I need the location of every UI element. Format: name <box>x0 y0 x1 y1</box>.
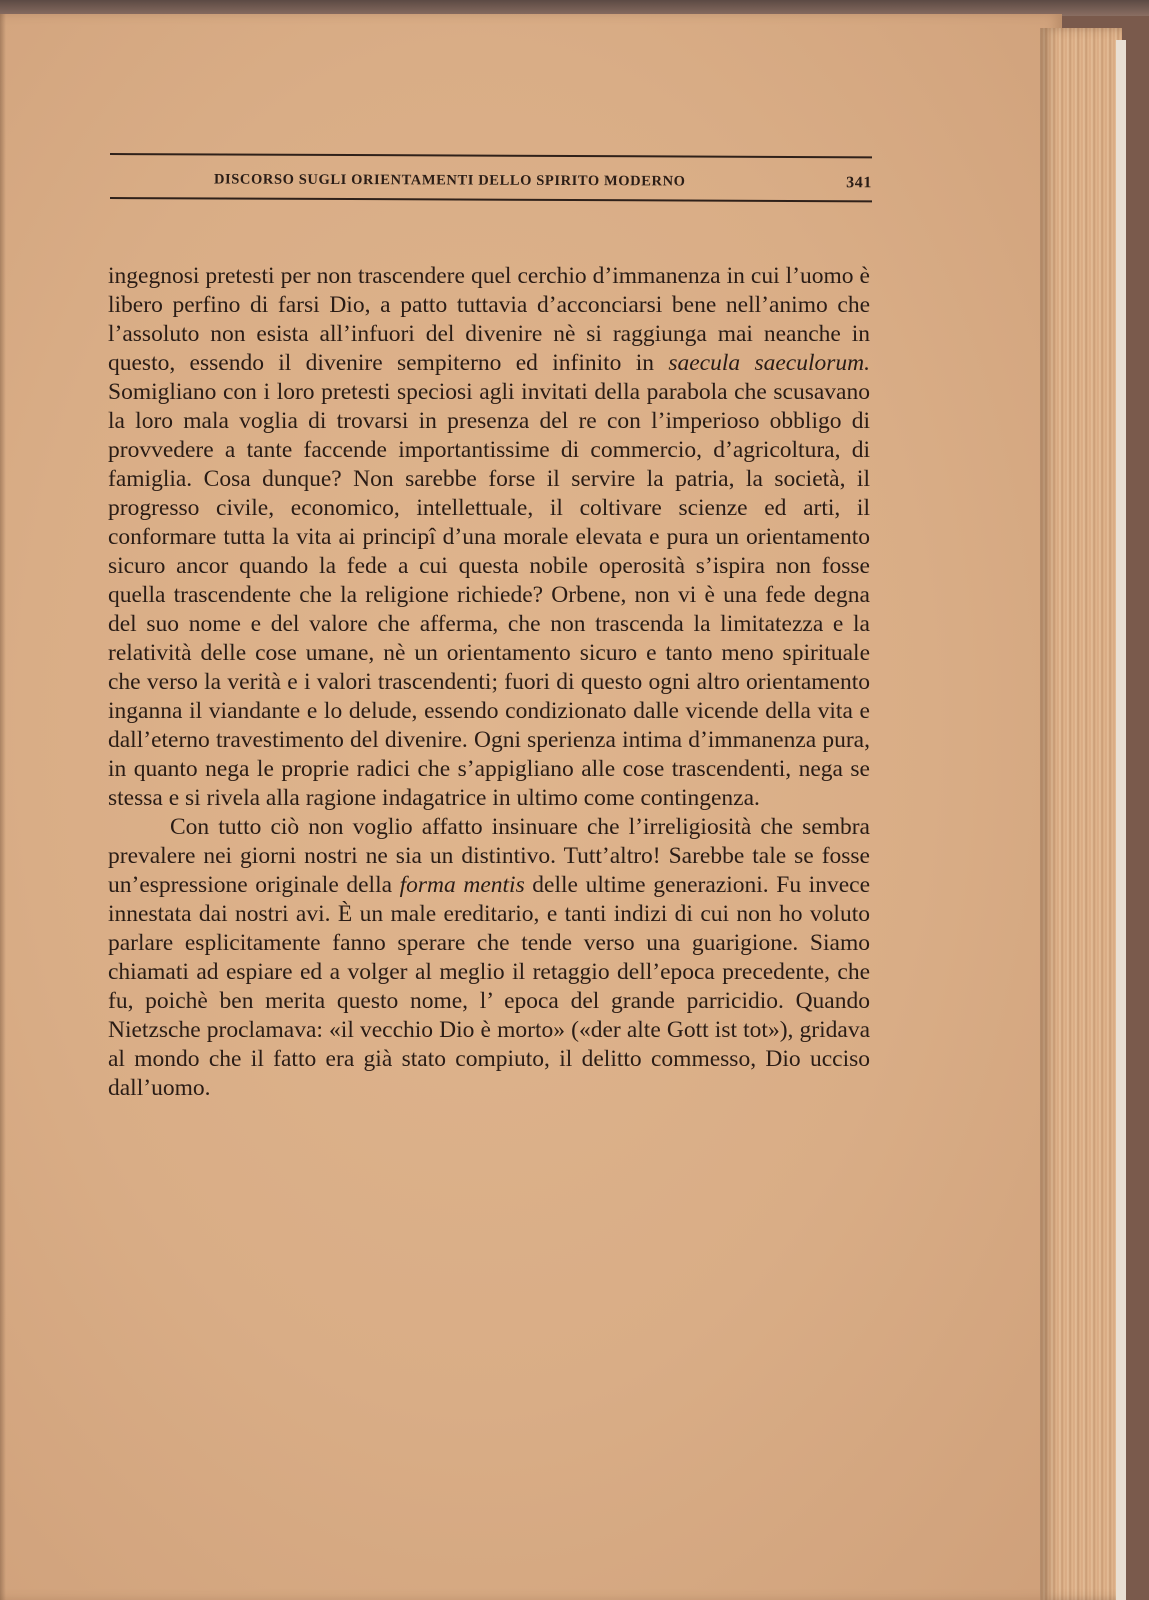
page-number: 341 <box>846 174 872 192</box>
paragraph-1 <box>108 262 870 813</box>
paragraph-2-text-b: delle ultime generazioni. Fu invece innestata dai nostri avi. È un male ereditario, e tanti indizi di cui non ho voluto parlare esplicitamente fanno sperare che tende verso una guarigione. Siamo chiamati ad espiare ed a volger al meglio il retaggio dell’epoca precedente, che fu, poichè ben merita questo nome, l’ epoca del grande parricidio. Quando Nietzsche proclamava: «il vecchio Dio è morto» («der alte Gott ist tot»), gridava al mondo che il fatto era già stato compiuto, il delitto commesso, Dio ucciso dall’uomo. <box>108 872 870 1101</box>
running-title: DISCORSO SUGLI ORIENTAMENTI DELLO SPIRITO MODERNO <box>213 171 686 190</box>
page-left-shadow <box>0 14 6 1600</box>
book-page-edges <box>1040 28 1122 1600</box>
paragraph-2-text-a: Con tutto ciò non voglio affatto insinuare che l’irreligiosità che sembra prevalere nei giorni nostri ne sia un distintivo. Tutt’altro! Sarebbe tale se fosse un’espressione originale della <box>108 814 870 898</box>
body-text <box>108 262 870 1103</box>
paragraph-2 <box>108 813 870 1103</box>
book-edge-margin <box>1116 40 1126 1600</box>
paragraph-1-text-a: ingegnosi pretesti per non trascendere quel cerchio d’immanenza in cui l’uomo è libero perfino di farsi Dio, a patto tuttavia d’acconciarsi bene nell’animo che l’assoluto non esista all’infuori del divenire nè si raggiunga mai neanche in questo, essendo il divenire sempiterno ed infinito in <box>108 263 870 376</box>
paragraph-1-text-b: Somigliano con i loro pretesti speciosi agli invitati della parabola che scusavano la loro mala voglia di trovarsi in presenza del re con l’imperioso obbligo di provvedere a tante faccende importantissime di commercio, d’agricoltura, di famiglia. Cosa dunque? Non sarebbe forse il servire la patria, la società, il progresso civile, economico, intellettuale, il coltivare scienze ed arti, il conformare tutta la vita ai principî d’una morale elevata e pura un orientamento sicuro ancor quando la fede a cui questa nobile operosità s’ispira non fosse quella trascendente che la religione richiede? Orbene, non vi è una fede degna del suo nome e del valore che afferma, che non trascenda la limitatezza e la relatività delle cose umane, nè un orientamento sicuro e tanto meno spirituale che verso la verità e i valori trascendenti; fuori di questo ogni altro orientamento inganna il viandante e lo delude, essendo condizionato dalle vicende della vita e dall’eterno travestimento del divenire. Ogni sperienza intima d’immanenza pura, in quanto nega le proprie radici che s’appigliano alle cose trascendenti, nega se stessa e si rivela alla ragione indagatrice in ultimo come contingenza. <box>108 379 870 811</box>
paragraph-2-italic: forma mentis <box>399 872 525 898</box>
paragraph-1-italic: saecula saeculorum. <box>668 350 870 376</box>
